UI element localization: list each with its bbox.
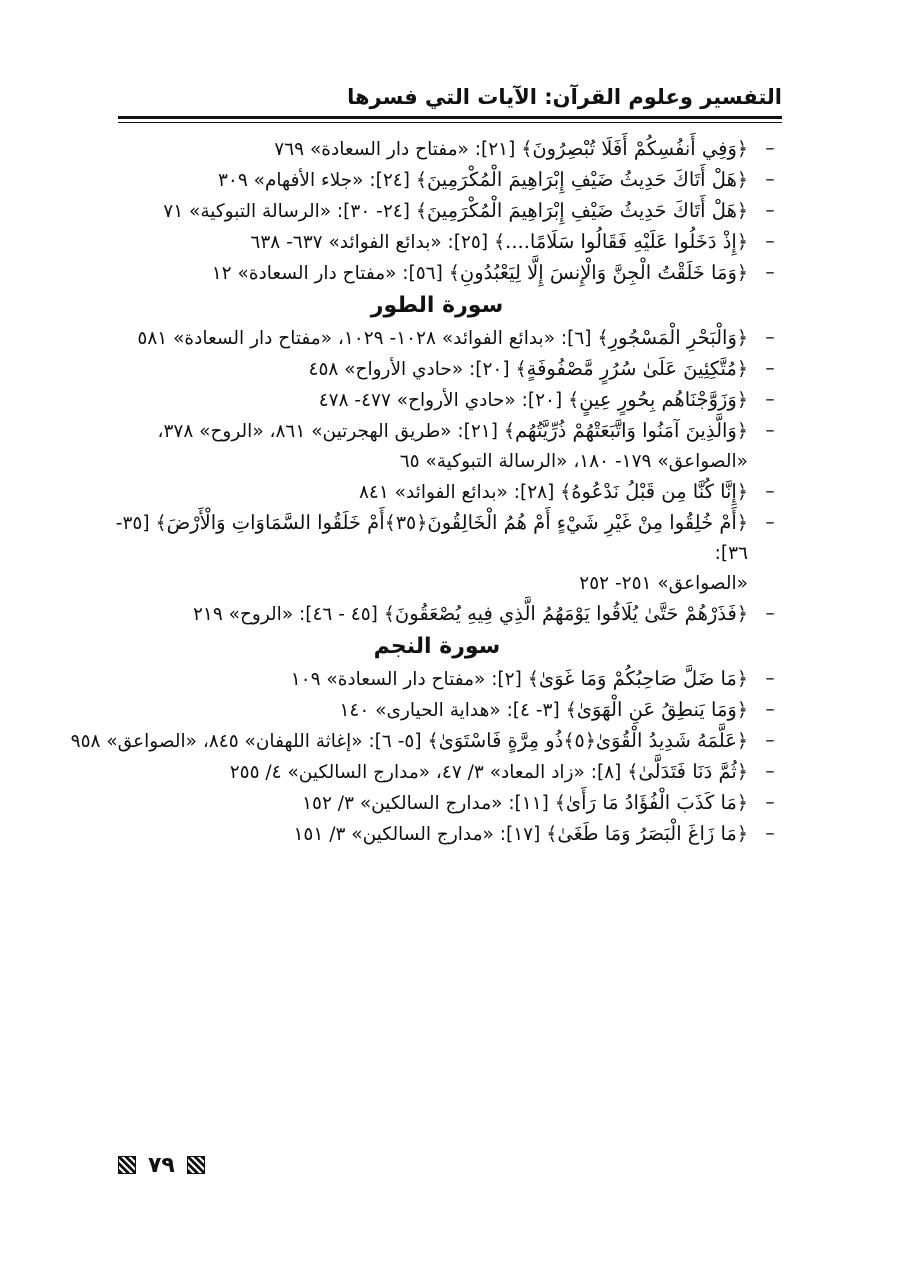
reference-text: [٢٠]: «حادي الأرواح» ٤٧٧- ٤٧٨ bbox=[318, 390, 563, 411]
index-entry: – ﴿وَالَّذِينَ آمَنُوا وَاتَّبَعَتْهُمْ ذُرِّيَّتُهُم﴾ [٢١]: «طريق الهجرتين» ٨٦١، «الروح» ٣٧٨، «الصواعق» ١٧٩- ١٨٠، «الرسالة التبوكية» ٦٥ bbox=[92, 416, 782, 477]
reference-text: [٢٥]: «بدائع الفوائد» ٦٣٧- ٦٣٨ bbox=[250, 232, 489, 253]
index-entry: – ﴿مَا كَذَبَ الْفُؤَادُ مَا رَأَىٰ﴾ [١١]: «مدارج السالكين» ٣/ ١٥٢ bbox=[302, 791, 775, 814]
reference-text: [٣- ٤]: «هداية الحيارى» ١٤٠ bbox=[339, 700, 560, 721]
verse-text: مُتَّكِئِينَ عَلَىٰ سُرُرٍ مَّصْفُوفَةٍ bbox=[526, 357, 737, 380]
index-entry: – ﴿فَذَرْهُمْ حَتَّىٰ يُلَاقُوا يَوْمَهُمُ الَّذِي فِيهِ يُصْعَقُونَ﴾ [٤٥ - ٤٦]: «الروح» ٢١٩ bbox=[192, 602, 775, 625]
reference-text: [٥- ٦]: «إغاثة اللهفان» ٨٤٥، «الصواعق» ٩٥٨ bbox=[70, 731, 422, 752]
reference-continuation: «الصواعق» ٢٥١- ٢٥٢ bbox=[579, 573, 748, 594]
reference-text: [٨]: «زاد المعاد» ٣/ ٤٧، «مدارج السالكين» ٤/ ٢٥٥ bbox=[229, 762, 622, 783]
verse-text: هَلْ أَتَاكَ حَدِيثُ ضَيْفِ إِبْرَاهِيمَ الْمُكْرَمِينَ bbox=[426, 199, 737, 222]
verse-text: وَمَا خَلَقْتُ الْجِنَّ وَالْإِنسَ إِلَّا لِيَعْبُدُونِ bbox=[459, 261, 737, 284]
header-rule-thin bbox=[118, 122, 782, 123]
index-entry: – ﴿وَمَا خَلَقْتُ الْجِنَّ وَالْإِنسَ إِلَّا لِيَعْبُدُونِ﴾ [٥٦]: «مفتاح دار السعادة» ١٢ bbox=[211, 261, 775, 284]
verse-text: إِنَّا كُنَّا مِن قَبْلُ نَدْعُوهُ bbox=[571, 480, 737, 503]
surah-heading: سورة النجم bbox=[373, 634, 501, 659]
ayah-number-mark: ﴿٥﴾ bbox=[563, 730, 596, 752]
verse-text: وَالْبَحْرِ الْمَسْجُورِ bbox=[608, 326, 737, 349]
index-entry: – ﴿وَمَا يَنطِقُ عَنِ الْهَوَىٰ﴾ [٣- ٤]: «هداية الحيارى» ١٤٠ bbox=[339, 698, 775, 721]
verse-text: وَزَوَّجْنَاهُم بِحُورٍ عِينٍ bbox=[579, 388, 737, 411]
reference-text: [٤٥ - ٤٦]: «الروح» ٢١٩ bbox=[192, 604, 378, 625]
reference-text: [٢٠]: «حادي الأرواح» ٤٥٨ bbox=[308, 359, 510, 380]
index-entry: – ﴿هَلْ أَتَاكَ حَدِيثُ ضَيْفِ إِبْرَاهِيمَ الْمُكْرَمِينَ﴾ [٢٤]: «جلاء الأفهام» ٣٠٩ bbox=[217, 168, 775, 191]
reference-text: [١١]: «مدارج السالكين» ٣/ ١٥٢ bbox=[302, 793, 549, 814]
verse-text: إِذْ دَخَلُوا عَلَيْهِ فَقَالُوا سَلَامًا.... bbox=[505, 230, 737, 253]
reference-text: [٢٤- ٣٠]: «الرسالة التبوكية» ٧١ bbox=[163, 201, 410, 222]
verse-text: هَلْ أَتَاكَ حَدِيثُ ضَيْفِ إِبْرَاهِيمَ الْمُكْرَمِينَ bbox=[426, 168, 737, 191]
ornament-square-icon bbox=[187, 1156, 205, 1174]
index-entry: – ﴿وَزَوَّجْنَاهُم بِحُورٍ عِينٍ﴾ [٢٠]: «حادي الأرواح» ٤٧٧- ٤٧٨ bbox=[318, 388, 775, 411]
reference-text: [٣٥- ٣٦]: bbox=[115, 513, 748, 564]
index-entry: – ﴿ثُمَّ دَنَا فَتَدَلَّىٰ﴾ [٨]: «زاد المعاد» ٣/ ٤٧، «مدارج السالكين» ٤/ ٢٥٥ bbox=[229, 760, 775, 783]
verse-text: عَلَّمَهُ شَدِيدُ الْقُوَىٰ bbox=[595, 729, 737, 752]
reference-text: [٦]: «بدائع الفوائد» ١٠٢٨- ١٠٢٩، «مفتاح دار السعادة» ٥٨١ bbox=[137, 328, 592, 349]
index-entry: – ﴿إِنَّا كُنَّا مِن قَبْلُ نَدْعُوهُ﴾ [٢٨]: «بدائع الفوائد» ٨٤١ bbox=[358, 480, 775, 503]
index-entry: – ﴿أَمْ خُلِقُوا مِنْ غَيْرِ شَيْءٍ أَمْ هُمُ الْخَالِقُونَ﴿٣٥﴾أَمْ خَلَقُوا السَّمَاوَاتِ وَالْأَرْضَ﴾ [٣٥- ٣٦]: «الصواعق» ٢٥١- ٢٥٢ bbox=[92, 508, 782, 599]
reference-text: [٢٤]: «جلاء الأفهام» ٣٠٩ bbox=[217, 170, 410, 191]
index-entry: – ﴿مَا ضَلَّ صَاحِبُكُمْ وَمَا غَوَىٰ﴾ [٢]: «مفتاح دار السعادة» ١٠٩ bbox=[290, 667, 775, 690]
verse-text: أَمْ خُلِقُوا مِنْ غَيْرِ شَيْءٍ أَمْ هُمُ الْخَالِقُونَ bbox=[427, 511, 737, 534]
ayah-number-mark: ﴿٣٥﴾ bbox=[384, 512, 428, 534]
verse-text: مَا ضَلَّ صَاحِبُكُمْ وَمَا غَوَىٰ bbox=[538, 667, 737, 690]
verse-text: وَمَا يَنطِقُ عَنِ الْهَوَىٰ bbox=[576, 698, 737, 721]
page-number: ٧٩ bbox=[148, 1152, 175, 1178]
reference-text: [١٧]: «مدارج السالكين» ٣/ ١٥١ bbox=[293, 824, 541, 845]
verse-text: أَمْ خَلَقُوا السَّمَاوَاتِ وَالْأَرْضَ bbox=[166, 511, 385, 534]
running-head: التفسير وعلوم القرآن: الآيات التي فسرها bbox=[347, 85, 782, 109]
verse-text: فَذَرْهُمْ حَتَّىٰ يُلَاقُوا يَوْمَهُمُ الَّذِي فِيهِ يُصْعَقُونَ bbox=[394, 602, 737, 625]
reference-text: [٥٦]: «مفتاح دار السعادة» ١٢ bbox=[211, 263, 443, 284]
verse-text: وَفِي أَنفُسِكُمْ أَفَلَا تُبْصِرُونَ bbox=[532, 137, 737, 160]
ornament-square-icon bbox=[118, 1156, 136, 1174]
index-list bbox=[70, 134, 782, 850]
page-footer bbox=[118, 1150, 205, 1180]
header-rule-thick bbox=[118, 116, 782, 119]
surah-heading: سورة الطور bbox=[370, 293, 504, 318]
verse-text: مَا زَاغَ الْبَصَرُ وَمَا طَغَىٰ bbox=[557, 822, 737, 845]
verse-text: ثُمَّ دَنَا فَتَدَلَّىٰ bbox=[638, 760, 737, 783]
index-entry: – ﴿وَالْبَحْرِ الْمَسْجُورِ﴾ [٦]: «بدائع الفوائد» ١٠٢٨- ١٠٢٩، «مفتاح دار السعادة» ٥٨١ bbox=[137, 326, 775, 349]
index-entry: – ﴿هَلْ أَتَاكَ حَدِيثُ ضَيْفِ إِبْرَاهِيمَ الْمُكْرَمِينَ﴾ [٢٤- ٣٠]: «الرسالة التبوكية» ٧١ bbox=[163, 199, 775, 222]
index-entry: – ﴿وَفِي أَنفُسِكُمْ أَفَلَا تُبْصِرُونَ﴾ [٢١]: «مفتاح دار السعادة» ٧٦٩ bbox=[274, 137, 775, 160]
verse-text: مَا كَذَبَ الْفُؤَادُ مَا رَأَىٰ bbox=[565, 791, 737, 814]
index-entry: – ﴿إِذْ دَخَلُوا عَلَيْهِ فَقَالُوا سَلَامًا....﴾ [٢٥]: «بدائع الفوائد» ٦٣٧- ٦٣٨ bbox=[250, 230, 775, 253]
verse-text: وَالَّذِينَ آمَنُوا وَاتَّبَعَتْهُمْ ذُرِّيَّتُهُم bbox=[514, 419, 737, 442]
index-entry: – ﴿عَلَّمَهُ شَدِيدُ الْقُوَىٰ﴿٥﴾ذُو مِرَّةٍ فَاسْتَوَىٰ﴾ [٥- ٦]: «إغاثة اللهفان» ٨٤٥، «الصواعق» ٩٥٨ bbox=[70, 729, 775, 752]
verse-text: ذُو مِرَّةٍ فَاسْتَوَىٰ bbox=[438, 729, 564, 752]
reference-text: [٢١]: «طريق الهجرتين» ٨٦١، «الروح» ٣٧٨، bbox=[157, 421, 498, 442]
reference-continuation: «الصواعق» ١٧٩- ١٨٠، «الرسالة التبوكية» ٦٥ bbox=[399, 451, 748, 472]
index-entry: – ﴿مَا زَاغَ الْبَصَرُ وَمَا طَغَىٰ﴾ [١٧]: «مدارج السالكين» ٣/ ١٥١ bbox=[293, 822, 775, 845]
index-entry: – ﴿مُتَّكِئِينَ عَلَىٰ سُرُرٍ مَّصْفُوفَةٍ﴾ [٢٠]: «حادي الأرواح» ٤٥٨ bbox=[308, 357, 775, 380]
reference-text: [٢]: «مفتاح دار السعادة» ١٠٩ bbox=[290, 669, 522, 690]
reference-text: [٢٨]: «بدائع الفوائد» ٨٤١ bbox=[358, 482, 555, 503]
reference-text: [٢١]: «مفتاح دار السعادة» ٧٦٩ bbox=[274, 139, 516, 160]
